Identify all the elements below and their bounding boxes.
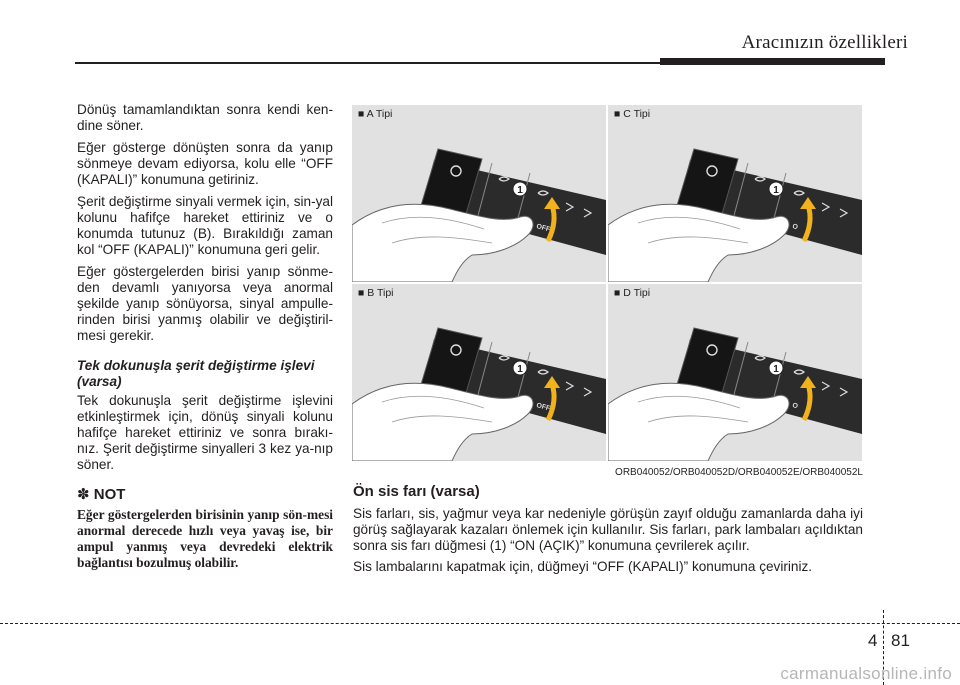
fog-switch-figure [352,105,862,461]
paragraph: Eğer göstergelerden birisi yanıp sönme-den devamlı yanıyorsa veya anormal şekilde yanıp sönüyorsa, sinyal ampulle-rinden birisi yanmış olabilir ve değiştiril-mesi gerekir. [77,264,333,343]
paragraph: Dönüş tamamlandıktan sonra kendi ken-dine söner. [77,102,333,133]
note-title: ✽ NOT [77,486,126,503]
figure-panel [608,284,862,461]
callout-number: 1 [773,364,779,375]
switch-off-label: O [791,402,799,411]
callout-number: 1 [517,185,523,196]
paragraph: Eğer gösterge dönüşten sonra da yanıp sönmeye devam ediyorsa, kolu elle “OFF (KAPALI)” konumuna getiriniz. [77,140,333,187]
switch-off-label: O [791,223,799,232]
paragraph: Sis lambalarını kapatmak için, düğmeyi “OFF (KAPALI)” konumuna çeviriniz. [353,559,813,574]
right-column [353,484,863,580]
panel-label: ■ B Tipi [358,287,394,299]
stalk-illustration [352,105,606,282]
stalk-illustration [352,284,606,461]
paragraph: Şerit değiştirme sinyali vermek için, sin-yal kolunu hafifçe hareket ettiriniz ve o konumda tutunuz (B). Bırakıldığı zaman kol “OFF (KAPALI)” konumuna geri gelir. [77,194,333,257]
panel-label: ■ A Tipi [358,108,393,120]
switch-off-label: OFF [535,223,551,234]
chapter-number: 4 [868,631,878,650]
figure-panel [608,105,862,282]
figure-caption: ORB040052/ORB040052D/ORB040052E/ORB040052L [615,467,863,478]
panel-label: ■ C Tipi [614,108,651,120]
callout-number: 1 [773,185,779,196]
watermark: carmanualsonline.info [780,664,952,683]
header-bar [660,58,885,65]
panel-label: ■ D Tipi [614,287,651,299]
callout-number: 1 [517,364,523,375]
stalk-illustration [608,284,862,461]
fog-light-heading: Ön sis farı (varsa) [353,483,480,500]
paragraph: Tek dokunuşla şerit değiştirme işlevini etkinleştirmek için, dönüş sinyali kolunu hafifçe hareket ettiriniz ve sonra bırakı-nız. Şerit değiştirme sinyalleri 3 kez ya-nıp söner. [77,393,333,472]
switch-off-label: OFF [535,402,551,413]
stalk-illustration [608,105,862,282]
left-column [77,102,333,571]
figure-panel [352,284,606,461]
paragraph: Sis farları, sis, yağmur veya kar nedeniyle görüşün zayıf olduğu zamanlarda daha iyi görüş sağlayarak kazaları önlemek için kullanılır. Sis farları, park lambaları açıldıktan sonra sis farı düğmesi (1) “ON (AÇIK)” konumuna çevrilerek açılır. [353,506,863,553]
one-touch-subheading: Tek dokunuşla şerit değiştirme işlevi (varsa) [77,358,315,389]
running-header-title: Aracınızın özellikleri [741,32,908,53]
footer-rule [0,623,960,624]
page-number: 81 [891,631,910,650]
note-body: Eğer göstergelerden birisinin yanıp sön-mesi anormal derecede hızlı veya yavaş ise, bir ampul yanmış veya devredeki elektrik bağlantısı bozulmuş olabilir. [77,507,333,570]
figure-panel [352,105,606,282]
